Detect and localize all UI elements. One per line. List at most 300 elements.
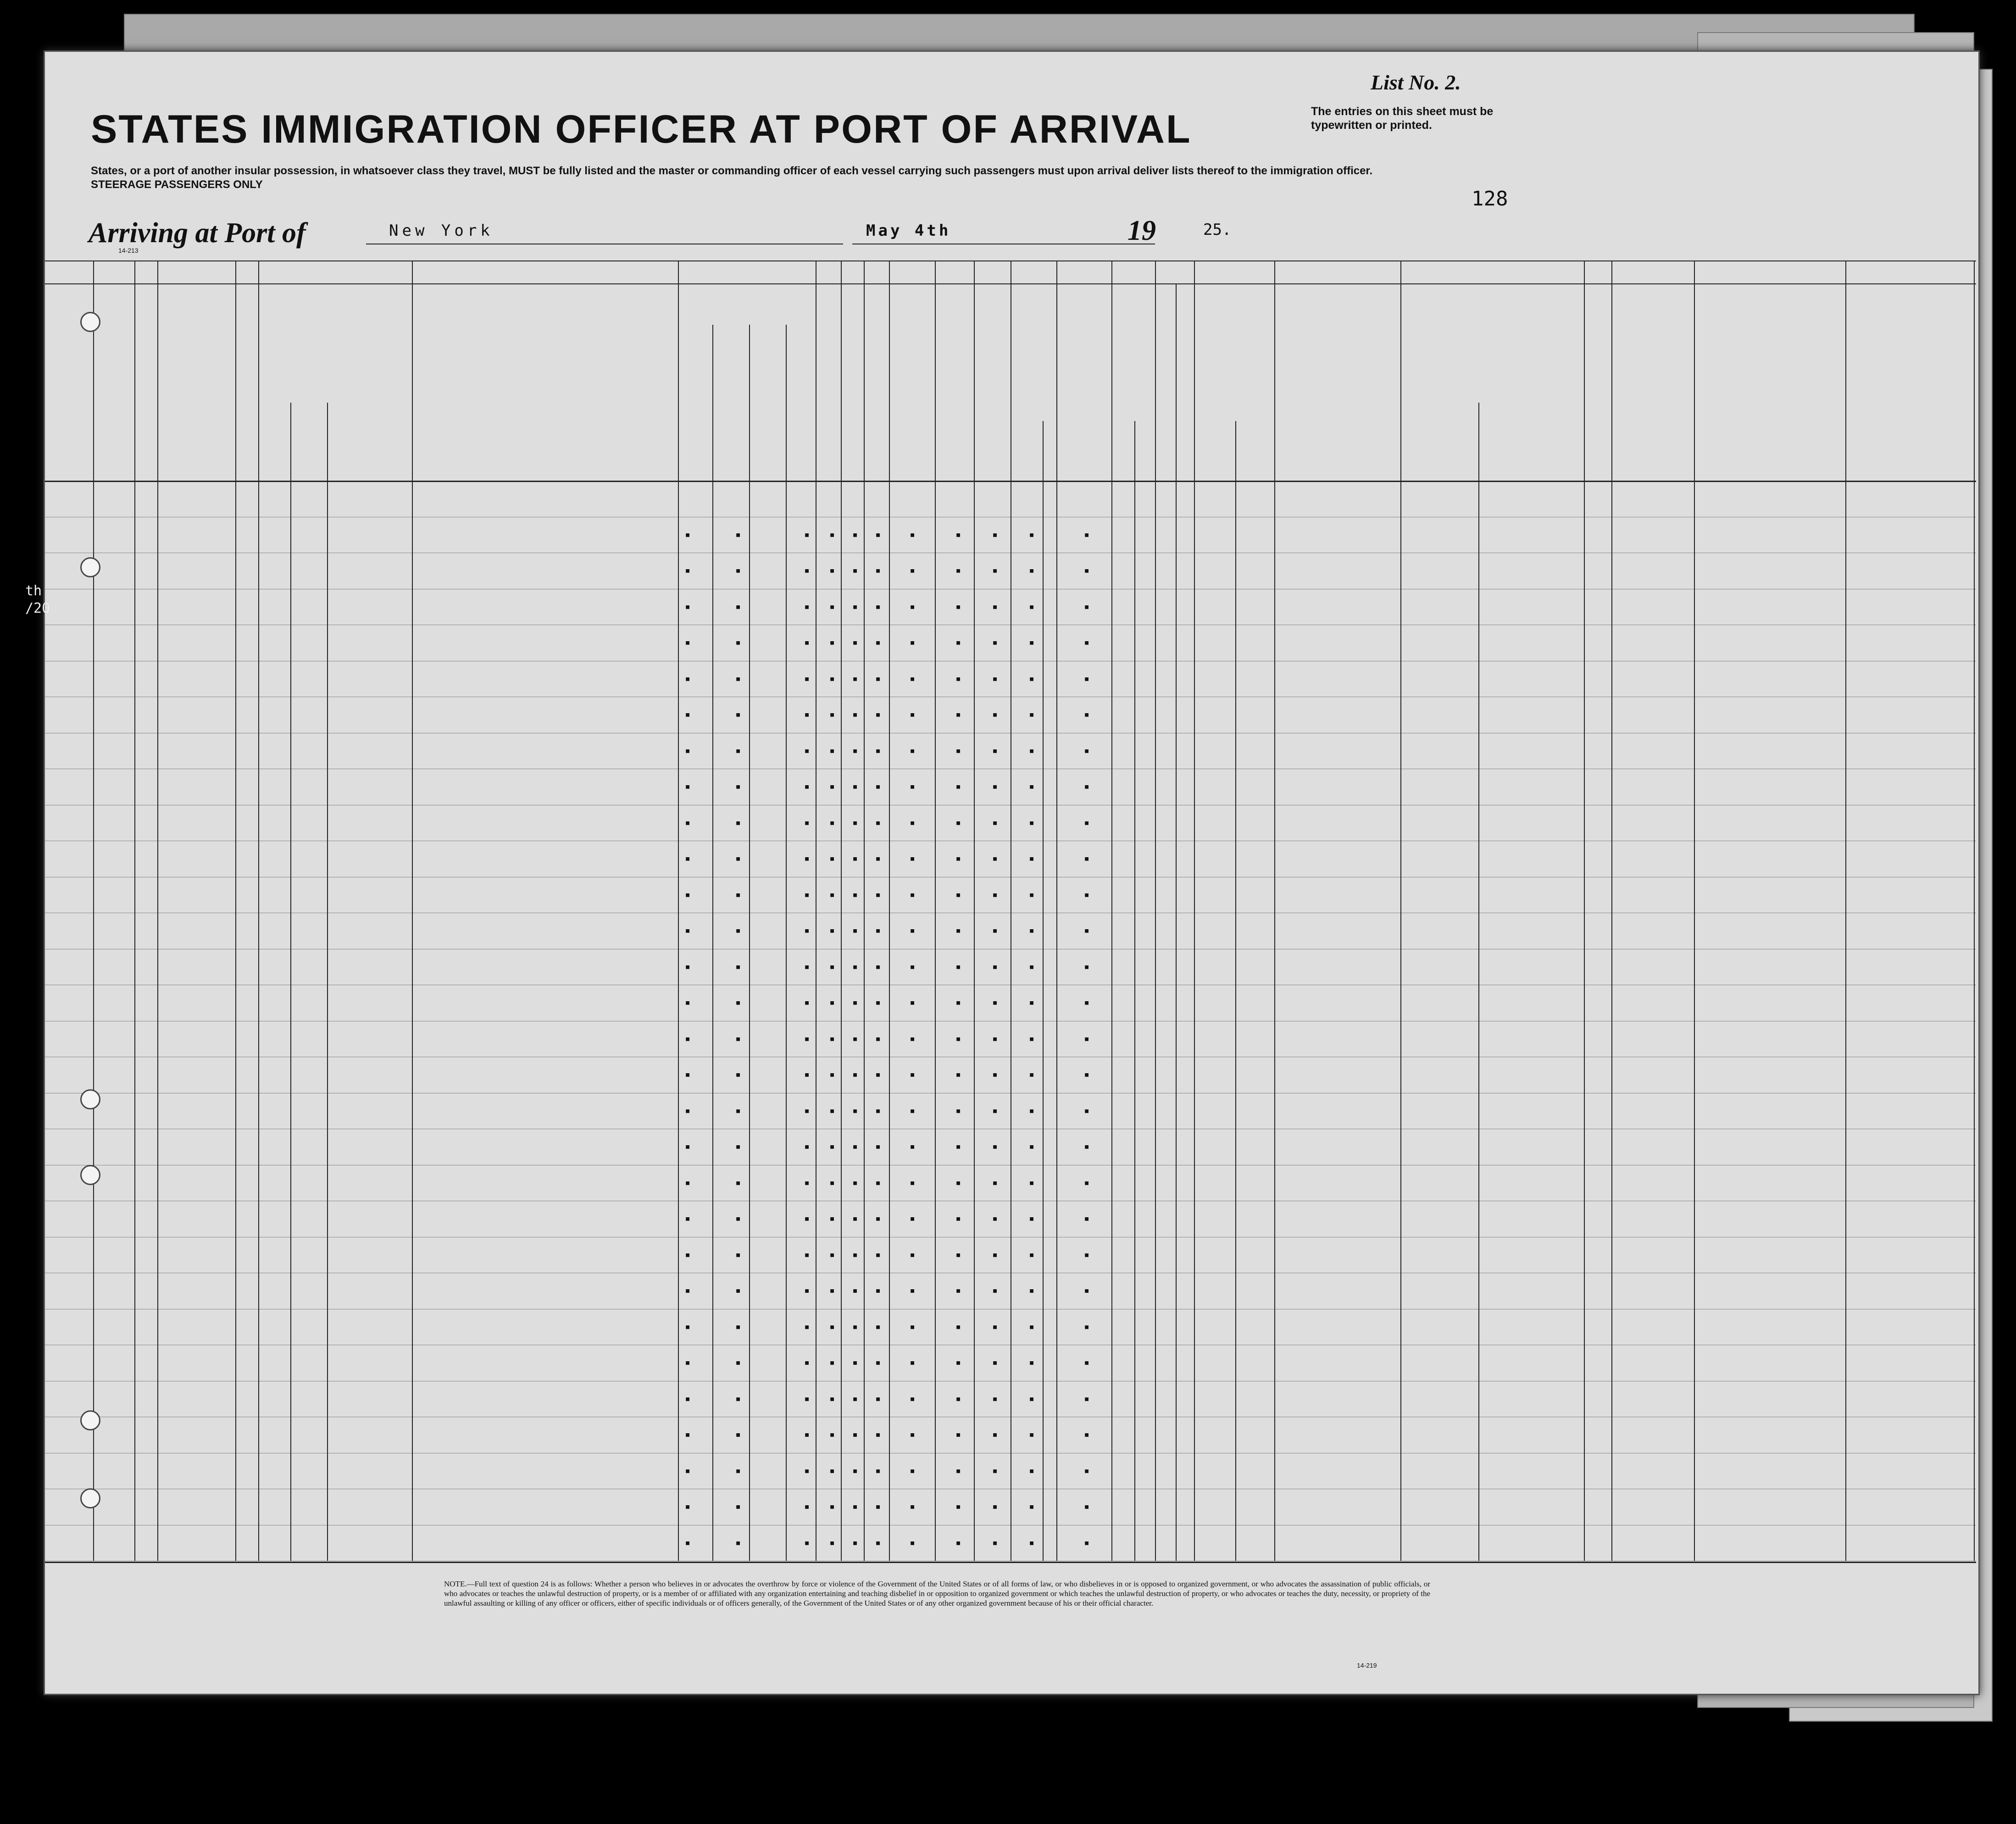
ditto-mark: ▪ xyxy=(875,1464,881,1476)
ditto-mark: ▪ xyxy=(875,1141,881,1152)
ditto-mark: ▪ xyxy=(685,1501,691,1512)
subcolumn-rule xyxy=(1134,421,1135,1561)
ditto-mark: ▪ xyxy=(1029,853,1035,864)
ditto-mark: ▪ xyxy=(955,781,961,792)
subcolumn-rule xyxy=(1235,421,1236,1561)
ditto-mark: ▪ xyxy=(804,925,810,936)
ditto-mark: ▪ xyxy=(735,853,741,864)
ditto-mark: ▪ xyxy=(735,1141,741,1152)
ditto-mark: ▪ xyxy=(992,1104,998,1116)
ditto-mark: ▪ xyxy=(852,1536,858,1548)
ditto-mark: ▪ xyxy=(852,565,858,576)
entries-note: The entries on this sheet must be typewritten or printed. xyxy=(1311,105,1494,132)
ditto-mark: ▪ xyxy=(955,565,961,576)
ditto-mark: ▪ xyxy=(829,1069,835,1080)
ditto-mark: ▪ xyxy=(955,528,961,540)
ditto-mark: ▪ xyxy=(852,960,858,972)
ditto-mark: ▪ xyxy=(1029,709,1035,720)
ditto-mark: ▪ xyxy=(804,1285,810,1296)
column-rule xyxy=(864,261,865,1561)
ditto-mark: ▪ xyxy=(955,709,961,720)
ditto-mark: ▪ xyxy=(910,781,916,792)
ditto-mark: ▪ xyxy=(1084,888,1090,900)
column-rule xyxy=(889,261,890,1561)
ditto-mark: ▪ xyxy=(1029,1176,1035,1188)
ditto-mark: ▪ xyxy=(829,888,835,900)
subcolumn-rule xyxy=(749,325,750,1561)
ditto-mark: ▪ xyxy=(875,1285,881,1296)
ditto-mark: ▪ xyxy=(852,997,858,1008)
steerage-label: STEERAGE PASSENGERS ONLY xyxy=(91,178,263,191)
ditto-mark: ▪ xyxy=(992,1320,998,1332)
ditto-mark: ▪ xyxy=(735,565,741,576)
ditto-mark: ▪ xyxy=(1029,960,1035,972)
ditto-mark: ▪ xyxy=(955,600,961,612)
punch-hole xyxy=(80,557,100,577)
ditto-mark: ▪ xyxy=(804,960,810,972)
ditto-mark: ▪ xyxy=(955,1248,961,1260)
ditto-mark: ▪ xyxy=(735,528,741,540)
column-rule xyxy=(1845,261,1846,1561)
table-rule xyxy=(44,283,1976,284)
ditto-mark: ▪ xyxy=(955,853,961,864)
column-rule xyxy=(1694,261,1695,1561)
ditto-mark: ▪ xyxy=(829,744,835,756)
ditto-mark: ▪ xyxy=(735,1285,741,1296)
ditto-mark: ▪ xyxy=(804,1392,810,1404)
ditto-mark: ▪ xyxy=(685,709,691,720)
ditto-mark: ▪ xyxy=(1029,1285,1035,1296)
ditto-mark: ▪ xyxy=(804,1357,810,1368)
ditto-mark: ▪ xyxy=(685,781,691,792)
ditto-mark: ▪ xyxy=(852,1357,858,1368)
ditto-mark: ▪ xyxy=(992,888,998,900)
ditto-mark: ▪ xyxy=(955,1104,961,1116)
ditto-mark: ▪ xyxy=(685,1176,691,1188)
ditto-mark: ▪ xyxy=(829,1536,835,1548)
column-header-vertical xyxy=(141,306,155,471)
ditto-mark: ▪ xyxy=(992,1285,998,1296)
ditto-mark: ▪ xyxy=(1029,781,1035,792)
ditto-mark: ▪ xyxy=(804,709,810,720)
ditto-mark: ▪ xyxy=(735,1501,741,1512)
ditto-mark: ▪ xyxy=(735,637,741,648)
punch-hole xyxy=(80,312,100,332)
ditto-mark: ▪ xyxy=(852,1069,858,1080)
ditto-mark: ▪ xyxy=(735,1176,741,1188)
ditto-mark: ▪ xyxy=(852,1248,858,1260)
ditto-mark: ▪ xyxy=(992,1141,998,1152)
ditto-mark: ▪ xyxy=(804,1429,810,1440)
ditto-mark: ▪ xyxy=(735,1429,741,1440)
ditto-mark: ▪ xyxy=(804,997,810,1008)
ditto-mark: ▪ xyxy=(1084,1320,1090,1332)
ditto-mark: ▪ xyxy=(1029,1032,1035,1044)
ditto-mark: ▪ xyxy=(955,888,961,900)
ditto-mark: ▪ xyxy=(804,1320,810,1332)
ditto-mark: ▪ xyxy=(992,528,998,540)
column-header-vertical xyxy=(846,306,860,476)
column-header-vertical xyxy=(942,306,969,476)
ditto-mark: ▪ xyxy=(829,528,835,540)
ditto-mark: ▪ xyxy=(992,853,998,864)
subcolumn-rule xyxy=(1043,421,1044,1561)
ditto-mark: ▪ xyxy=(910,1069,916,1080)
ditto-mark: ▪ xyxy=(829,925,835,936)
ditto-mark: ▪ xyxy=(852,1320,858,1332)
ditto-mark: ▪ xyxy=(955,925,961,936)
ditto-mark: ▪ xyxy=(829,709,835,720)
ditto-mark: ▪ xyxy=(1084,816,1090,828)
ditto-mark: ▪ xyxy=(735,960,741,972)
ditto-mark: ▪ xyxy=(992,1032,998,1044)
ditto-mark: ▪ xyxy=(1084,1429,1090,1440)
column-rule xyxy=(1400,261,1401,1561)
ditto-mark: ▪ xyxy=(852,816,858,828)
ditto-mark: ▪ xyxy=(875,744,881,756)
ditto-mark: ▪ xyxy=(804,637,810,648)
ditto-mark: ▪ xyxy=(735,997,741,1008)
ditto-mark: ▪ xyxy=(910,565,916,576)
ditto-mark: ▪ xyxy=(735,888,741,900)
footnote: NOTE.—Full text of question 24 is as follows: Whether a person who believes in or advocates the overthrow by force or violence of the Government of the United States or of all forms of law, or who disbelieves in or is opposed to organized government, or who advocates the assassination of public officials, or who advocates or teaches the unlawful destruction of property, or is a member of or affiliated with any organization entertaining and teaching disbelief in or opposition to organized government or which teaches the unlawful destruction of property, or who advocates or teaches the duty, necessity, or propriety of the unlawful assaulting or killing of any officer or officers, either of specific individuals or of officers generally, of the Government of the United States or of any other organized government because of his or their official character. xyxy=(444,1580,1430,1608)
ditto-mark: ▪ xyxy=(685,565,691,576)
punch-hole xyxy=(80,1488,100,1508)
ditto-mark: ▪ xyxy=(955,1320,961,1332)
manifest-sheet xyxy=(44,50,1980,1695)
column-rule xyxy=(157,261,158,1561)
ditto-mark: ▪ xyxy=(735,744,741,756)
ditto-mark: ▪ xyxy=(875,1032,881,1044)
ditto-mark: ▪ xyxy=(852,1032,858,1044)
ditto-mark: ▪ xyxy=(804,672,810,684)
column-header-vertical xyxy=(981,306,1006,476)
ditto-mark: ▪ xyxy=(852,1213,858,1224)
ditto-mark: ▪ xyxy=(910,744,916,756)
column-rule xyxy=(1611,261,1612,1561)
ditto-mark: ▪ xyxy=(992,1429,998,1440)
ditto-mark: ▪ xyxy=(1029,1392,1035,1404)
ditto-mark: ▪ xyxy=(852,1501,858,1512)
ditto-mark: ▪ xyxy=(992,637,998,648)
ditto-mark: ▪ xyxy=(1084,1248,1090,1260)
ditto-mark: ▪ xyxy=(1029,1464,1035,1476)
column-header-vertical xyxy=(724,311,742,476)
ditto-mark: ▪ xyxy=(992,781,998,792)
ditto-mark: ▪ xyxy=(804,781,810,792)
ditto-mark: ▪ xyxy=(804,816,810,828)
ditto-mark: ▪ xyxy=(685,1032,691,1044)
column-rule xyxy=(1155,261,1156,1561)
ditto-mark: ▪ xyxy=(685,528,691,540)
column-rule xyxy=(678,261,679,1561)
ditto-mark: ▪ xyxy=(992,1392,998,1404)
ditto-mark: ▪ xyxy=(910,1176,916,1188)
ditto-mark: ▪ xyxy=(829,816,835,828)
ditto-mark: ▪ xyxy=(875,600,881,612)
ditto-mark: ▪ xyxy=(875,1248,881,1260)
ditto-mark: ▪ xyxy=(875,1392,881,1404)
column-header-vertical xyxy=(1166,329,1185,444)
subcolumn-rule xyxy=(290,403,291,1561)
ditto-mark: ▪ xyxy=(804,1176,810,1188)
ditto-mark: ▪ xyxy=(852,709,858,720)
ditto-mark: ▪ xyxy=(875,1536,881,1548)
page-number: 128 xyxy=(1472,187,1508,211)
ditto-mark: ▪ xyxy=(992,1069,998,1080)
column-rule xyxy=(935,261,936,1561)
ditto-mark: ▪ xyxy=(875,1320,881,1332)
ditto-mark: ▪ xyxy=(735,925,741,936)
ditto-mark: ▪ xyxy=(804,1464,810,1476)
ditto-mark: ▪ xyxy=(875,781,881,792)
column-header-vertical xyxy=(896,306,928,476)
subcolumn-rule xyxy=(327,403,328,1561)
ditto-mark: ▪ xyxy=(1084,1536,1090,1548)
ditto-mark: ▪ xyxy=(992,565,998,576)
ditto-mark: ▪ xyxy=(1029,600,1035,612)
ditto-mark: ▪ xyxy=(852,1392,858,1404)
ditto-mark: ▪ xyxy=(1029,888,1035,900)
ditto-mark: ▪ xyxy=(829,1501,835,1512)
page-subtitle xyxy=(91,164,1467,192)
ditto-mark: ▪ xyxy=(685,744,691,756)
ditto-mark: ▪ xyxy=(685,853,691,864)
ditto-mark: ▪ xyxy=(910,1213,916,1224)
ditto-mark: ▪ xyxy=(685,960,691,972)
ditto-mark: ▪ xyxy=(1029,816,1035,828)
ditto-mark: ▪ xyxy=(910,1141,916,1152)
ditto-mark: ▪ xyxy=(1029,528,1035,540)
column-header-vertical xyxy=(761,311,779,476)
table-rule xyxy=(44,481,1976,482)
ditto-mark: ▪ xyxy=(992,709,998,720)
subcolumn-rule xyxy=(786,325,787,1561)
ditto-mark: ▪ xyxy=(992,600,998,612)
ditto-mark: ▪ xyxy=(1029,744,1035,756)
ditto-mark: ▪ xyxy=(955,816,961,828)
ditto-mark: ▪ xyxy=(735,1104,741,1116)
ditto-mark: ▪ xyxy=(1029,1141,1035,1152)
ditto-mark: ▪ xyxy=(1029,997,1035,1008)
column-rule xyxy=(1194,261,1195,1561)
ditto-mark: ▪ xyxy=(1084,709,1090,720)
ditto-mark: ▪ xyxy=(1084,1176,1090,1188)
ditto-mark: ▪ xyxy=(955,960,961,972)
ditto-mark: ▪ xyxy=(1084,1213,1090,1224)
ditto-mark: ▪ xyxy=(829,1213,835,1224)
ditto-mark: ▪ xyxy=(910,528,916,540)
ditto-mark: ▪ xyxy=(1084,672,1090,684)
ditto-mark: ▪ xyxy=(735,1320,741,1332)
ditto-mark: ▪ xyxy=(992,672,998,684)
ditto-mark: ▪ xyxy=(852,888,858,900)
ditto-mark: ▪ xyxy=(875,528,881,540)
ditto-mark: ▪ xyxy=(955,1464,961,1476)
column-header-vertical xyxy=(687,311,705,476)
ditto-mark: ▪ xyxy=(1084,1104,1090,1116)
ditto-mark: ▪ xyxy=(735,672,741,684)
subtitle-text: States, or a port of another insular possession, in whatsoever class they travel, MUST be fully listed and the master or commanding officer of each vessel carrying such passengers must upon arrival deliver lists thereof to the immigration officer. xyxy=(91,165,1373,177)
ditto-mark: ▪ xyxy=(852,1141,858,1152)
ditto-mark: ▪ xyxy=(1029,925,1035,936)
ditto-mark: ▪ xyxy=(1084,528,1090,540)
ditto-mark: ▪ xyxy=(1084,600,1090,612)
ditto-mark: ▪ xyxy=(685,1248,691,1260)
ditto-mark: ▪ xyxy=(910,960,916,972)
ditto-mark: ▪ xyxy=(1084,781,1090,792)
ditto-mark: ▪ xyxy=(735,1213,741,1224)
ditto-mark: ▪ xyxy=(910,853,916,864)
column-rule xyxy=(841,261,842,1561)
ditto-mark: ▪ xyxy=(910,1248,916,1260)
ditto-mark: ▪ xyxy=(1029,1248,1035,1260)
ditto-mark: ▪ xyxy=(875,853,881,864)
ditto-mark: ▪ xyxy=(852,1176,858,1188)
ditto-mark: ▪ xyxy=(955,672,961,684)
ditto-mark: ▪ xyxy=(829,1392,835,1404)
ditto-mark: ▪ xyxy=(852,744,858,756)
ditto-mark: ▪ xyxy=(1084,1032,1090,1044)
ditto-mark: ▪ xyxy=(735,1032,741,1044)
ditto-mark: ▪ xyxy=(910,1501,916,1512)
ditto-mark: ▪ xyxy=(955,1392,961,1404)
ditto-mark: ▪ xyxy=(685,1104,691,1116)
ditto-mark: ▪ xyxy=(852,528,858,540)
ditto-mark: ▪ xyxy=(829,1429,835,1440)
ditto-mark: ▪ xyxy=(910,925,916,936)
ditto-mark: ▪ xyxy=(992,744,998,756)
ditto-mark: ▪ xyxy=(992,1464,998,1476)
ditto-mark: ▪ xyxy=(910,888,916,900)
ditto-mark: ▪ xyxy=(875,925,881,936)
ditto-mark: ▪ xyxy=(685,1429,691,1440)
column-rule xyxy=(93,261,94,1561)
ditto-mark: ▪ xyxy=(852,600,858,612)
ditto-mark: ▪ xyxy=(955,1032,961,1044)
year-prefix: 19 xyxy=(1127,215,1156,246)
table-bottom-rule xyxy=(44,1562,1976,1563)
ditto-mark: ▪ xyxy=(1029,1213,1035,1224)
ditto-mark: ▪ xyxy=(685,1464,691,1476)
ditto-mark: ▪ xyxy=(735,1392,741,1404)
ditto-mark: ▪ xyxy=(685,925,691,936)
ditto-mark: ▪ xyxy=(735,1069,741,1080)
ditto-mark: ▪ xyxy=(955,997,961,1008)
ditto-mark: ▪ xyxy=(910,672,916,684)
ditto-mark: ▪ xyxy=(829,1357,835,1368)
ditto-mark: ▪ xyxy=(829,672,835,684)
ditto-mark: ▪ xyxy=(1084,1501,1090,1512)
ditto-mark: ▪ xyxy=(1029,1357,1035,1368)
column-rule xyxy=(1584,261,1585,1561)
ditto-mark: ▪ xyxy=(992,925,998,936)
ditto-mark: ▪ xyxy=(875,672,881,684)
ditto-mark: ▪ xyxy=(1084,1464,1090,1476)
ditto-mark: ▪ xyxy=(992,816,998,828)
ditto-mark: ▪ xyxy=(992,1176,998,1188)
column-rule xyxy=(134,261,135,1561)
ditto-mark: ▪ xyxy=(735,600,741,612)
ditto-mark: ▪ xyxy=(1084,565,1090,576)
date-value: May 4th xyxy=(866,222,951,240)
column-rule xyxy=(1274,261,1275,1561)
ditto-mark: ▪ xyxy=(685,1069,691,1080)
ditto-mark: ▪ xyxy=(852,1429,858,1440)
ditto-mark: ▪ xyxy=(1084,637,1090,648)
ditto-mark: ▪ xyxy=(875,997,881,1008)
ditto-mark: ▪ xyxy=(804,1501,810,1512)
ditto-mark: ▪ xyxy=(955,744,961,756)
ditto-mark: ▪ xyxy=(910,1285,916,1296)
ditto-mark: ▪ xyxy=(829,1285,835,1296)
ditto-mark: ▪ xyxy=(804,744,810,756)
ditto-mark: ▪ xyxy=(955,1429,961,1440)
year-suffix: 25. xyxy=(1203,221,1232,239)
ditto-mark: ▪ xyxy=(910,997,916,1008)
ditto-mark: ▪ xyxy=(875,1104,881,1116)
column-header-vertical xyxy=(1139,412,1153,458)
ditto-mark: ▪ xyxy=(829,1104,835,1116)
ditto-mark: ▪ xyxy=(685,816,691,828)
ditto-mark: ▪ xyxy=(735,1464,741,1476)
ditto-mark: ▪ xyxy=(735,781,741,792)
ditto-mark: ▪ xyxy=(735,709,741,720)
ditto-mark: ▪ xyxy=(685,1320,691,1332)
ditto-mark: ▪ xyxy=(875,637,881,648)
ditto-mark: ▪ xyxy=(955,1357,961,1368)
ditto-mark: ▪ xyxy=(1029,1429,1035,1440)
ditto-mark: ▪ xyxy=(875,1501,881,1512)
ditto-mark: ▪ xyxy=(829,960,835,972)
ditto-mark: ▪ xyxy=(1029,1536,1035,1548)
ditto-mark: ▪ xyxy=(685,1536,691,1548)
ditto-mark: ▪ xyxy=(1029,637,1035,648)
ditto-mark: ▪ xyxy=(685,637,691,648)
ditto-mark: ▪ xyxy=(955,1536,961,1548)
ditto-mark: ▪ xyxy=(685,997,691,1008)
ditto-mark: ▪ xyxy=(1084,744,1090,756)
ditto-mark: ▪ xyxy=(829,1320,835,1332)
subcolumn-rule xyxy=(712,325,713,1561)
ditto-mark: ▪ xyxy=(875,1069,881,1080)
ditto-mark: ▪ xyxy=(804,1104,810,1116)
ditto-mark: ▪ xyxy=(1084,1285,1090,1296)
ditto-mark: ▪ xyxy=(910,1429,916,1440)
ditto-mark: ▪ xyxy=(955,1141,961,1152)
ditto-mark: ▪ xyxy=(1084,1392,1090,1404)
arriving-label: Arriving at Port of xyxy=(89,217,306,249)
ditto-mark: ▪ xyxy=(735,1536,741,1548)
ditto-mark: ▪ xyxy=(1029,1069,1035,1080)
ditto-mark: ▪ xyxy=(910,600,916,612)
port-value: New York xyxy=(389,222,494,240)
ditto-mark: ▪ xyxy=(992,1501,998,1512)
ditto-mark: ▪ xyxy=(875,960,881,972)
ditto-mark: ▪ xyxy=(804,1069,810,1080)
ditto-mark: ▪ xyxy=(1084,997,1090,1008)
page-title: STATES IMMIGRATION OFFICER AT PORT OF ARRIVAL xyxy=(91,107,1192,151)
ditto-mark: ▪ xyxy=(804,888,810,900)
ditto-mark: ▪ xyxy=(1084,925,1090,936)
column-rule xyxy=(412,261,413,1561)
column-rule xyxy=(1974,261,1975,1561)
margin-note: th /20 xyxy=(25,583,50,616)
ditto-mark: ▪ xyxy=(852,1104,858,1116)
ditto-mark: ▪ xyxy=(735,816,741,828)
ditto-mark: ▪ xyxy=(910,816,916,828)
ditto-mark: ▪ xyxy=(852,925,858,936)
